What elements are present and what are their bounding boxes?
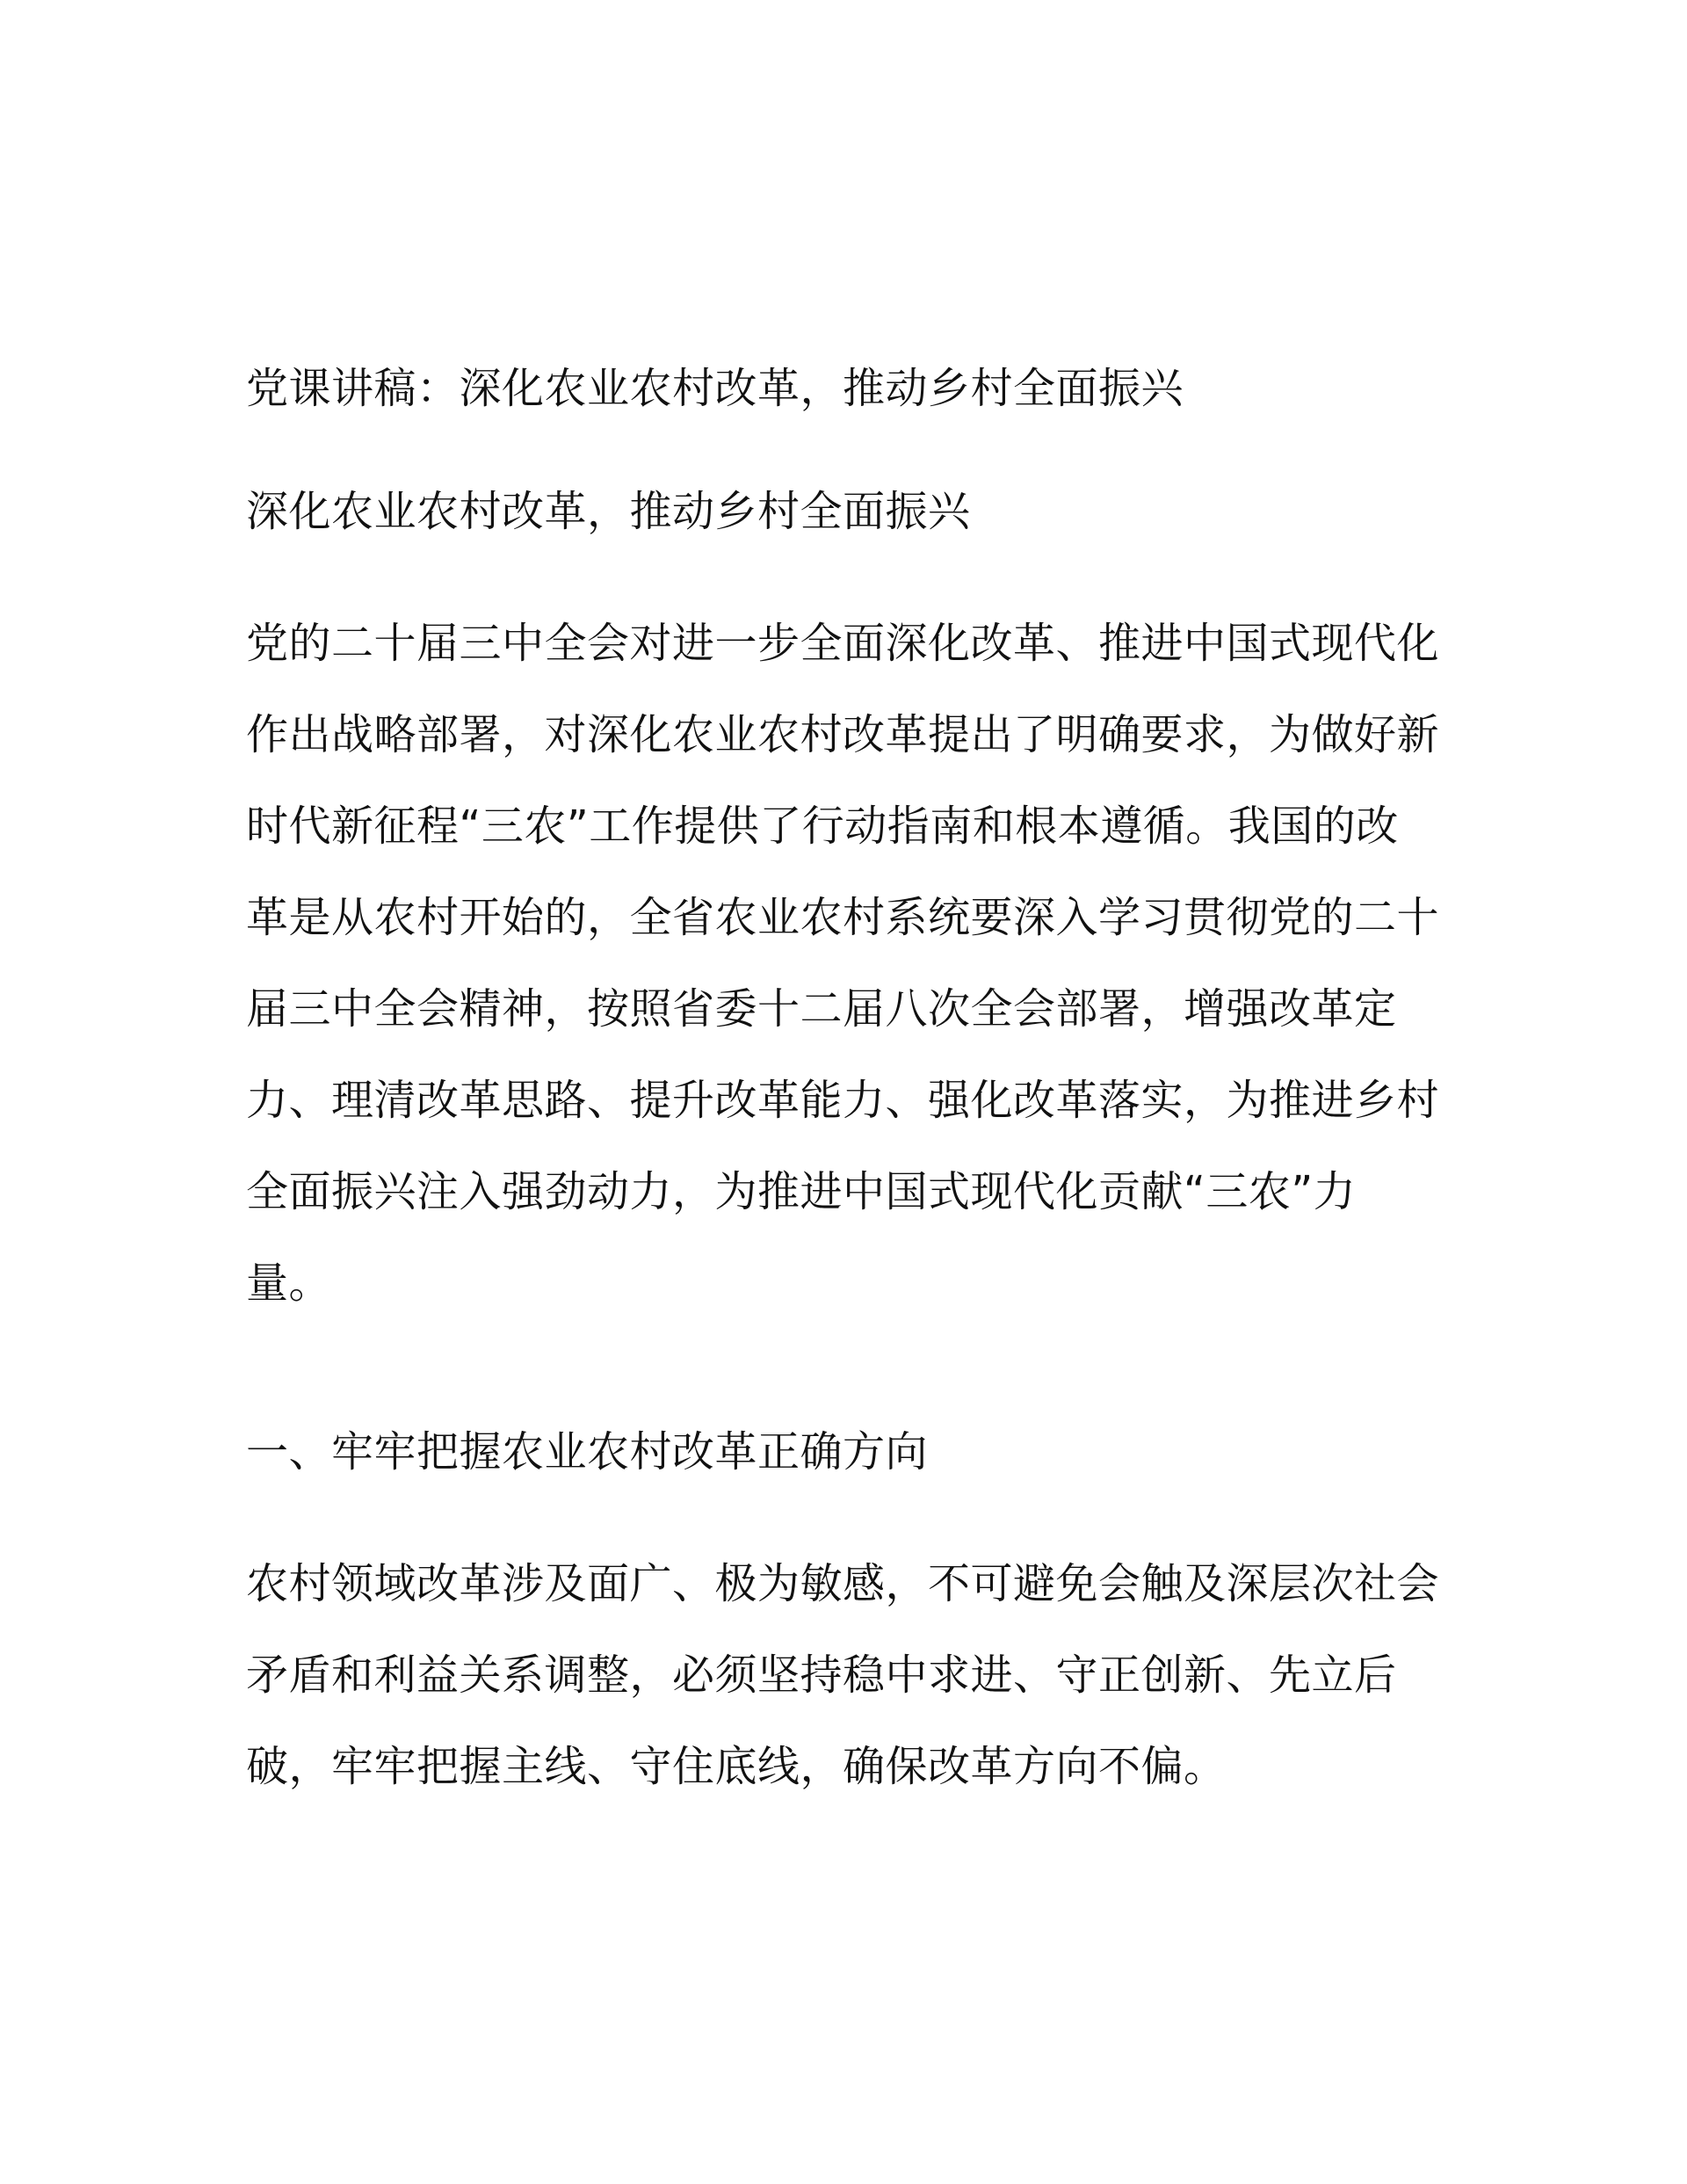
document-subtitle: 深化农业农村改革，推动乡村全面振兴	[246, 487, 971, 536]
paragraph-intro: 党的二十届三中全会对进一步全面深化改革、推进中国式现代化作出战略部署，对深化农业农村改革提出了明确要求，为做好新时代新征程“三农”工作提供了行动指南和根本遵循。我国的改革是从农村开始的，全省农业农村系统要深入学习贯彻党的二十届三中全会精神，按照省委十二届八次全会部署，增强改革定力、理清改革思路、提升改革能力、强化改革落实，为推进乡村全面振兴注入强劲动力，为推进中国式现代化贡献“三农”力量。	[246, 619, 1440, 1308]
paragraph-section-1: 农村领域改革涉及面广、极为敏感，不可避免会触及深层次社会矛盾和利益关系调整，必须坚持稳中求进、守正创新、先立后破，牢牢把握主线、守住底线，确保改革方向不偏。	[246, 1559, 1440, 1791]
section-heading: 一、牢牢把握农业农村改革正确方向	[246, 1427, 929, 1477]
document-title: 党课讲稿：深化农业农村改革，推动乡村全面振兴	[246, 364, 1184, 413]
